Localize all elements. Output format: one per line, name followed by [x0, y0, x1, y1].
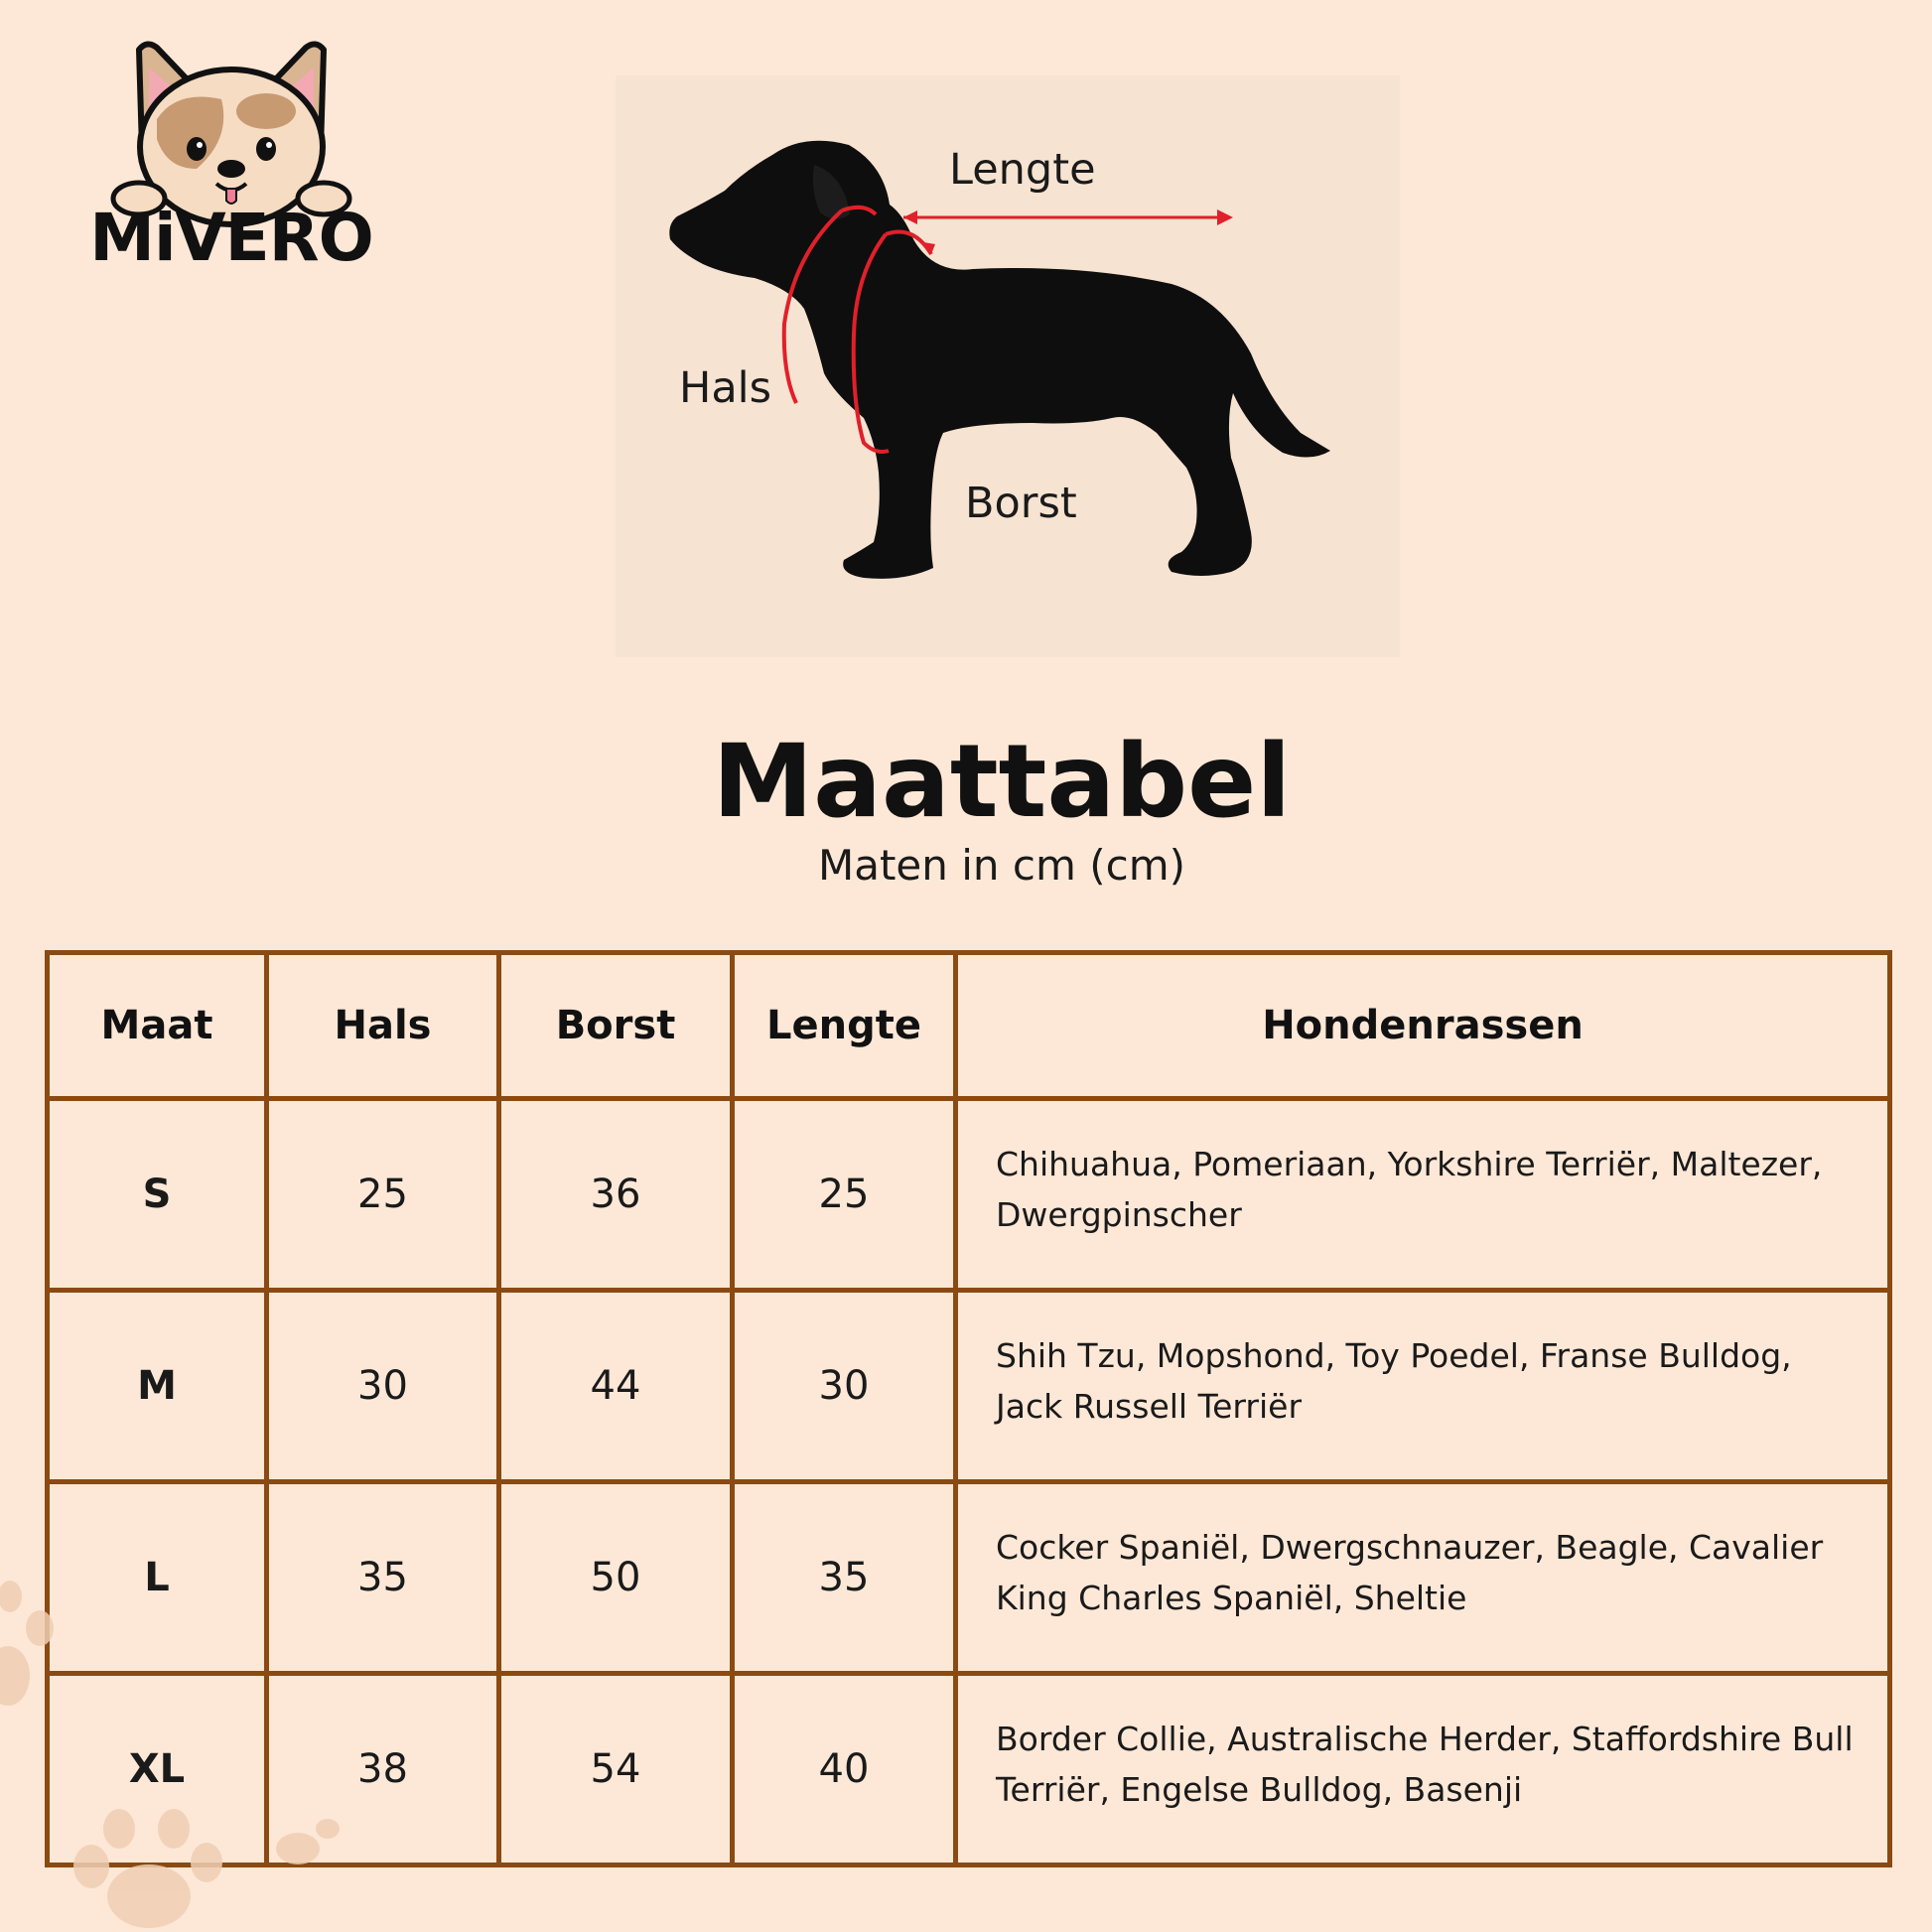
brand-logo [87, 30, 375, 268]
cell-chest: 44 [499, 1291, 733, 1482]
cell-chest: 36 [499, 1099, 733, 1291]
table-header-row [48, 953, 1890, 1099]
chest-label: Borst [965, 479, 1077, 528]
cell-length: 40 [733, 1674, 956, 1865]
cell-size: M [48, 1291, 267, 1482]
cell-chest: 54 [499, 1674, 733, 1865]
cell-chest: 50 [499, 1482, 733, 1674]
header-length: Lengte [733, 953, 956, 1099]
cell-breeds: Border Collie, Australische Herder, Staffordshire Bull Terriër, Engelse Bulldog, Basenji [956, 1674, 1890, 1865]
table-row [48, 1291, 1890, 1482]
paw-print-icon [0, 1569, 377, 1932]
cell-size: L [48, 1482, 267, 1674]
cell-length: 25 [733, 1099, 956, 1291]
header-chest: Borst [499, 953, 733, 1099]
svg-text:MiVERO: MiVERO [89, 200, 373, 268]
paw-prints-decoration [0, 1569, 377, 1932]
length-label: Lengte [949, 145, 1096, 195]
measurement-diagram [616, 75, 1400, 657]
table-row [48, 1099, 1890, 1291]
header-breeds: Hondenrassen [956, 953, 1890, 1099]
cell-size: S [48, 1099, 267, 1291]
header-size: Maat [48, 953, 267, 1099]
cell-breeds: Shih Tzu, Mopshond, Toy Poedel, Franse Bulldog, Jack Russell Terriër [956, 1291, 1890, 1482]
neck-label: Hals [679, 363, 772, 413]
header-neck: Hals [267, 953, 499, 1099]
cell-neck: 38 [267, 1674, 499, 1865]
cell-neck: 30 [267, 1291, 499, 1482]
page-subtitle: Maten in cm (cm) [817, 841, 1186, 890]
page-title: Maattabel [712, 723, 1292, 841]
cell-length: 35 [733, 1482, 956, 1674]
cell-neck: 35 [267, 1482, 499, 1674]
dog-mascot-icon [87, 30, 375, 268]
cell-breeds: Cocker Spaniël, Dwergschnauzer, Beagle, Cavalier King Charles Spaniël, Sheltie [956, 1482, 1890, 1674]
cell-neck: 25 [267, 1099, 499, 1291]
cell-size: XL [48, 1674, 267, 1865]
cell-breeds: Chihuahua, Pomeriaan, Yorkshire Terriër, Maltezer, Dwergpinscher [956, 1099, 1890, 1291]
cell-length: 30 [733, 1291, 956, 1482]
